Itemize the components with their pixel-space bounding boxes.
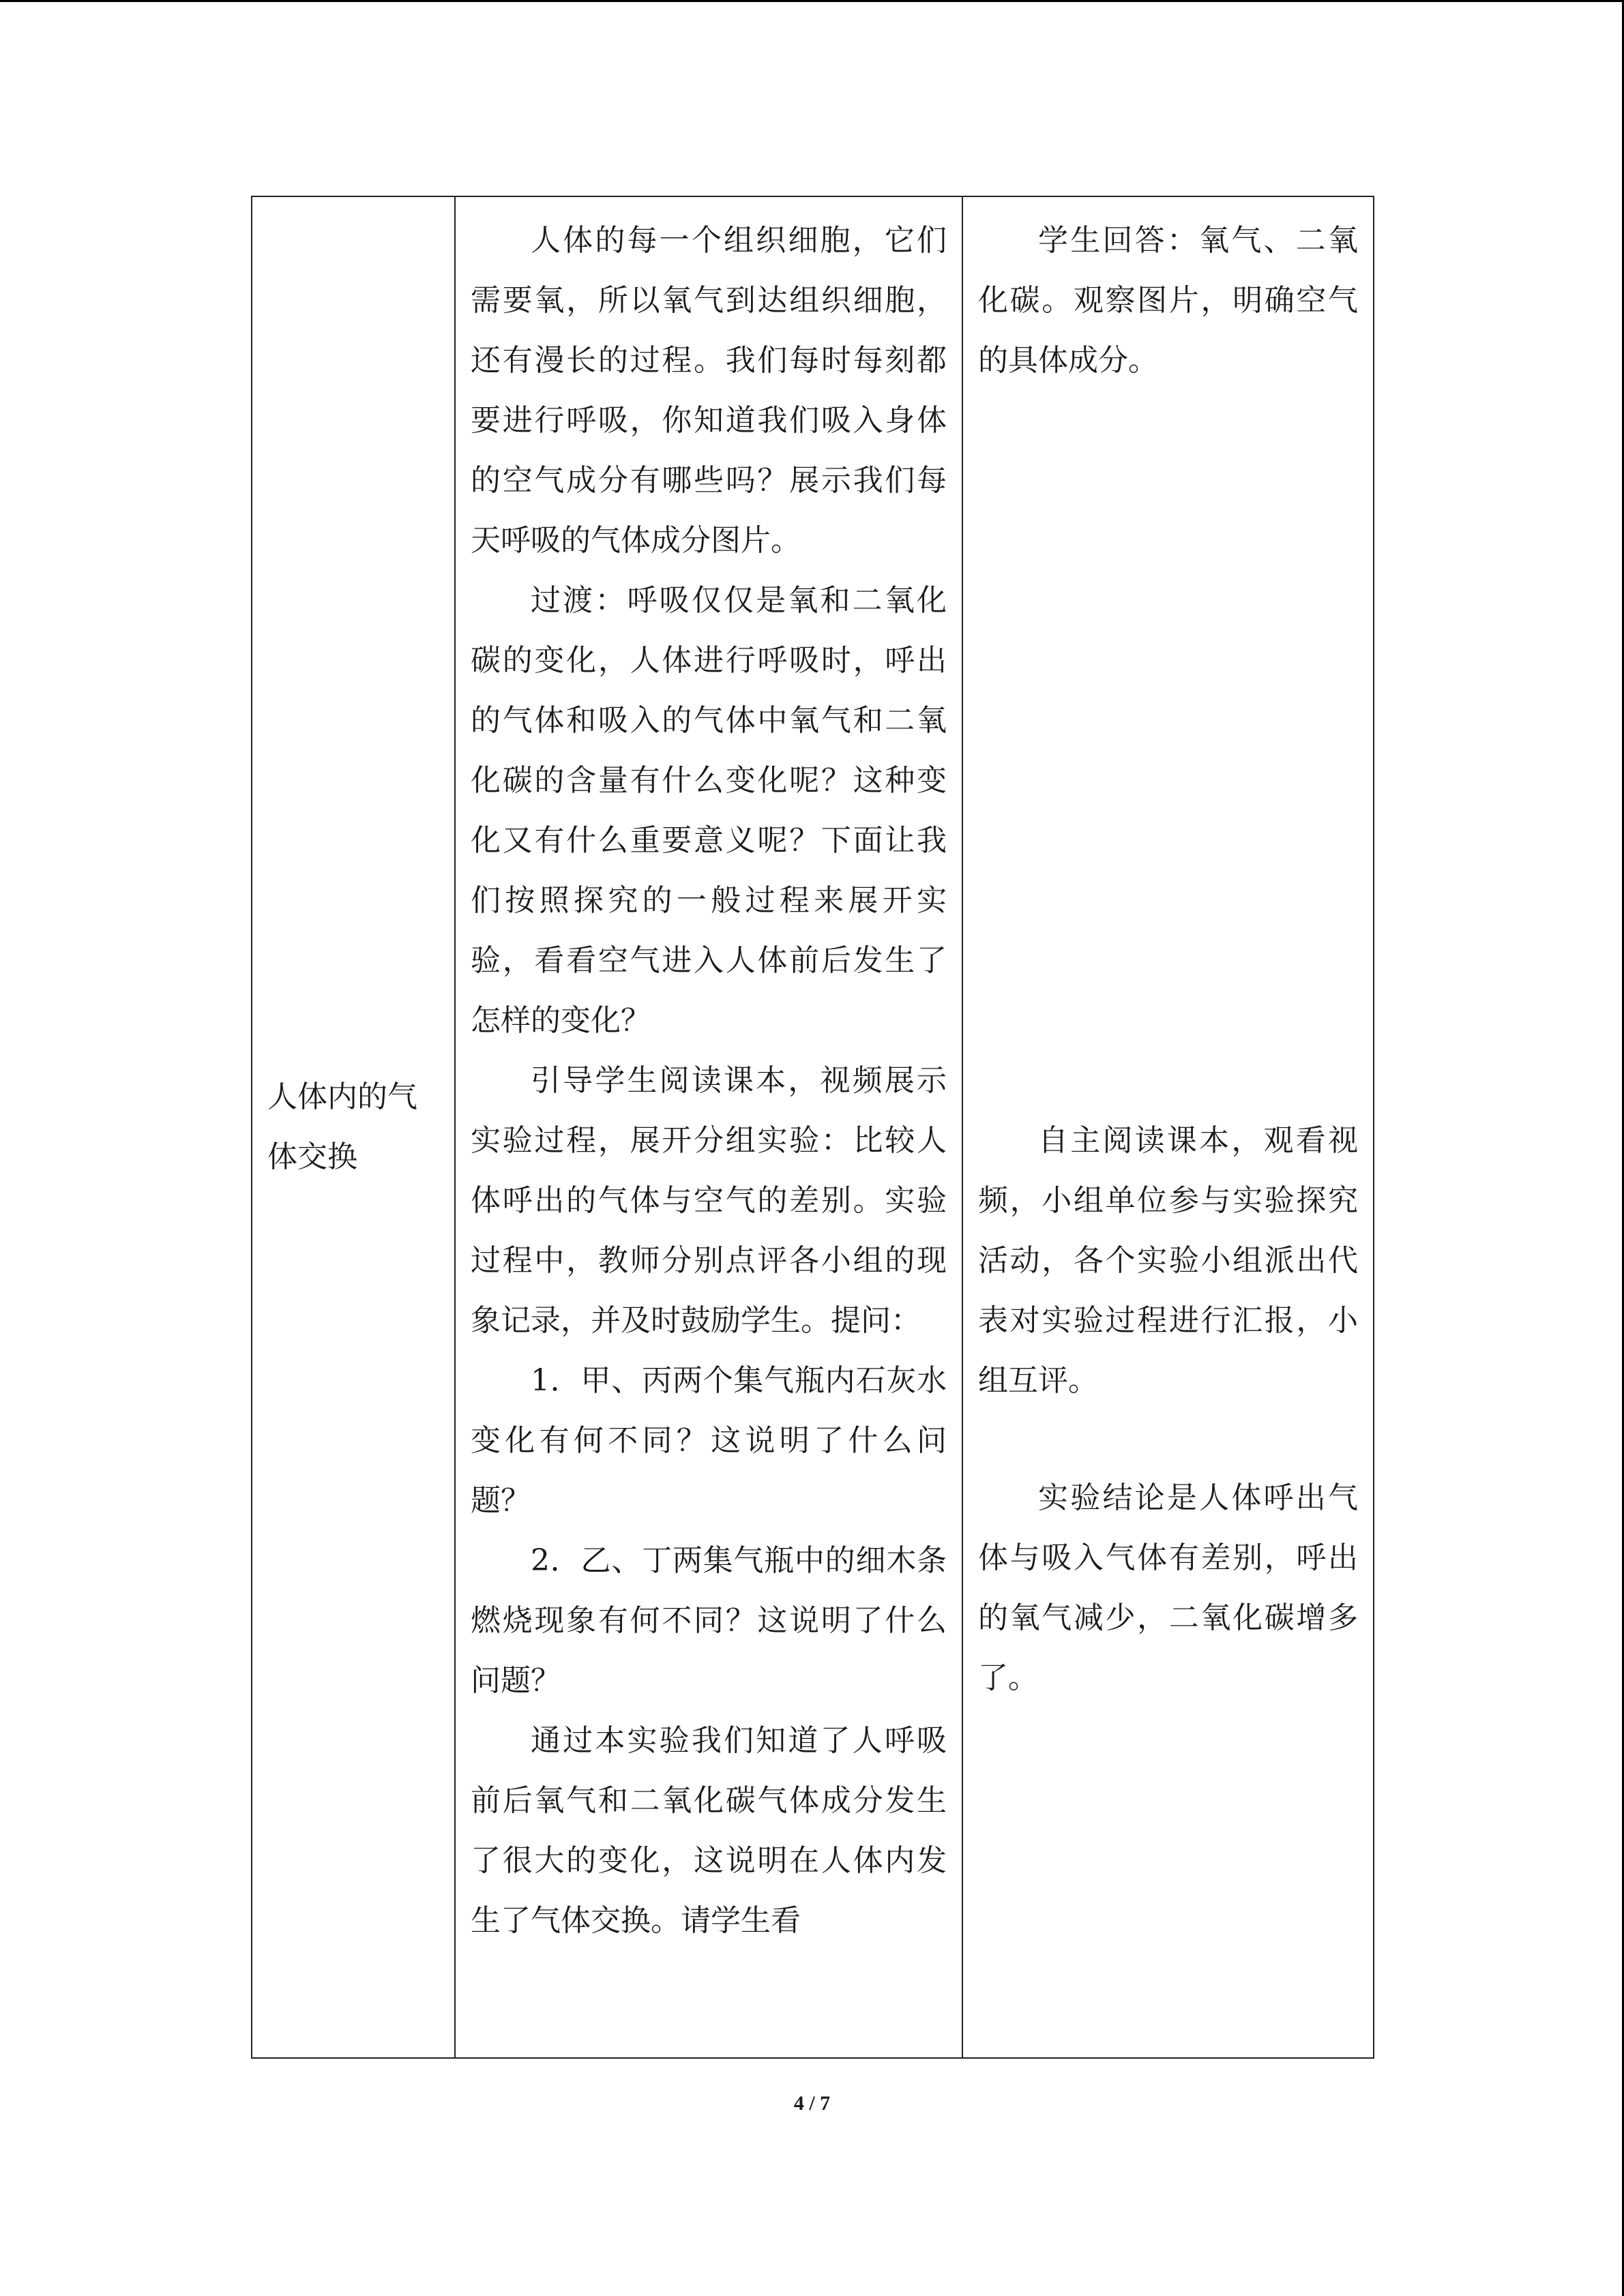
teacher-activity-cell [455,196,962,2058]
spacer [978,1411,1358,1468]
spacer [978,391,1358,1111]
student-paragraph: 学生回答：氧气、二氧化碳。观察图片，明确空气的具体成分。 [978,223,1358,378]
page-number: 4 / 7 [793,2092,831,2115]
topic-label: 人体内的气体交换 [267,1079,417,1174]
teacher-paragraph: 引导学生阅读课本，视频展示实验过程，展开分组实验：比较人体呼出的气体与空气的差别。实验过程中，教师分别点评各小组的现象记录，并及时鼓励学生。提问： [471,1063,947,1338]
student-activity-cell [962,196,1374,2058]
page-border-top [0,0,1624,2]
topic-cell [252,196,455,2058]
student-paragraph: 自主阅读课本，观看视频，小组单位参与实验探究活动，各个实验小组派出代表对实验过程进行汇报，小组互评。 [978,1123,1358,1398]
table-row [252,196,1374,2058]
lesson-plan-table [251,196,1374,2059]
teacher-paragraph: 人体的每一个组织细胞，它们需要氧，所以氧气到达组织细胞，还有漫长的过程。我们每时每刻都要进行呼吸，你知道我们吸入身体的空气成分有哪些吗？展示我们每天呼吸的气体成分图片。 [471,223,947,558]
teacher-paragraph: 过渡：呼吸仅仅是氧和二氧化碳的变化，人体进行呼吸时，呼出的气体和吸入的气体中氧气和二氧化碳的含量有什么变化呢？这种变化又有什么重要意义呢？下面让我们按照探究的一般过程来展开实验，看看空气进入人体前后发生了怎样的变化？ [471,583,947,1038]
teacher-paragraph: 通过本实验我们知道了人呼吸前后氧气和二氧化碳气体成分发生了很大的变化，这说明在人体内发生了气体交换。请学生看 [471,1723,947,1938]
teacher-question: 1．甲、丙两个集气瓶内石灰水变化有何不同？这说明了什么问题？ [471,1363,947,1518]
student-paragraph: 实验结论是人体呼出气体与吸入气体有差别，呼出的氧气减少，二氧化碳增多了。 [978,1480,1358,1695]
teacher-question: 2．乙、丁两集气瓶中的细木条燃烧现象有何不同？这说明了什么问题？ [471,1543,947,1698]
